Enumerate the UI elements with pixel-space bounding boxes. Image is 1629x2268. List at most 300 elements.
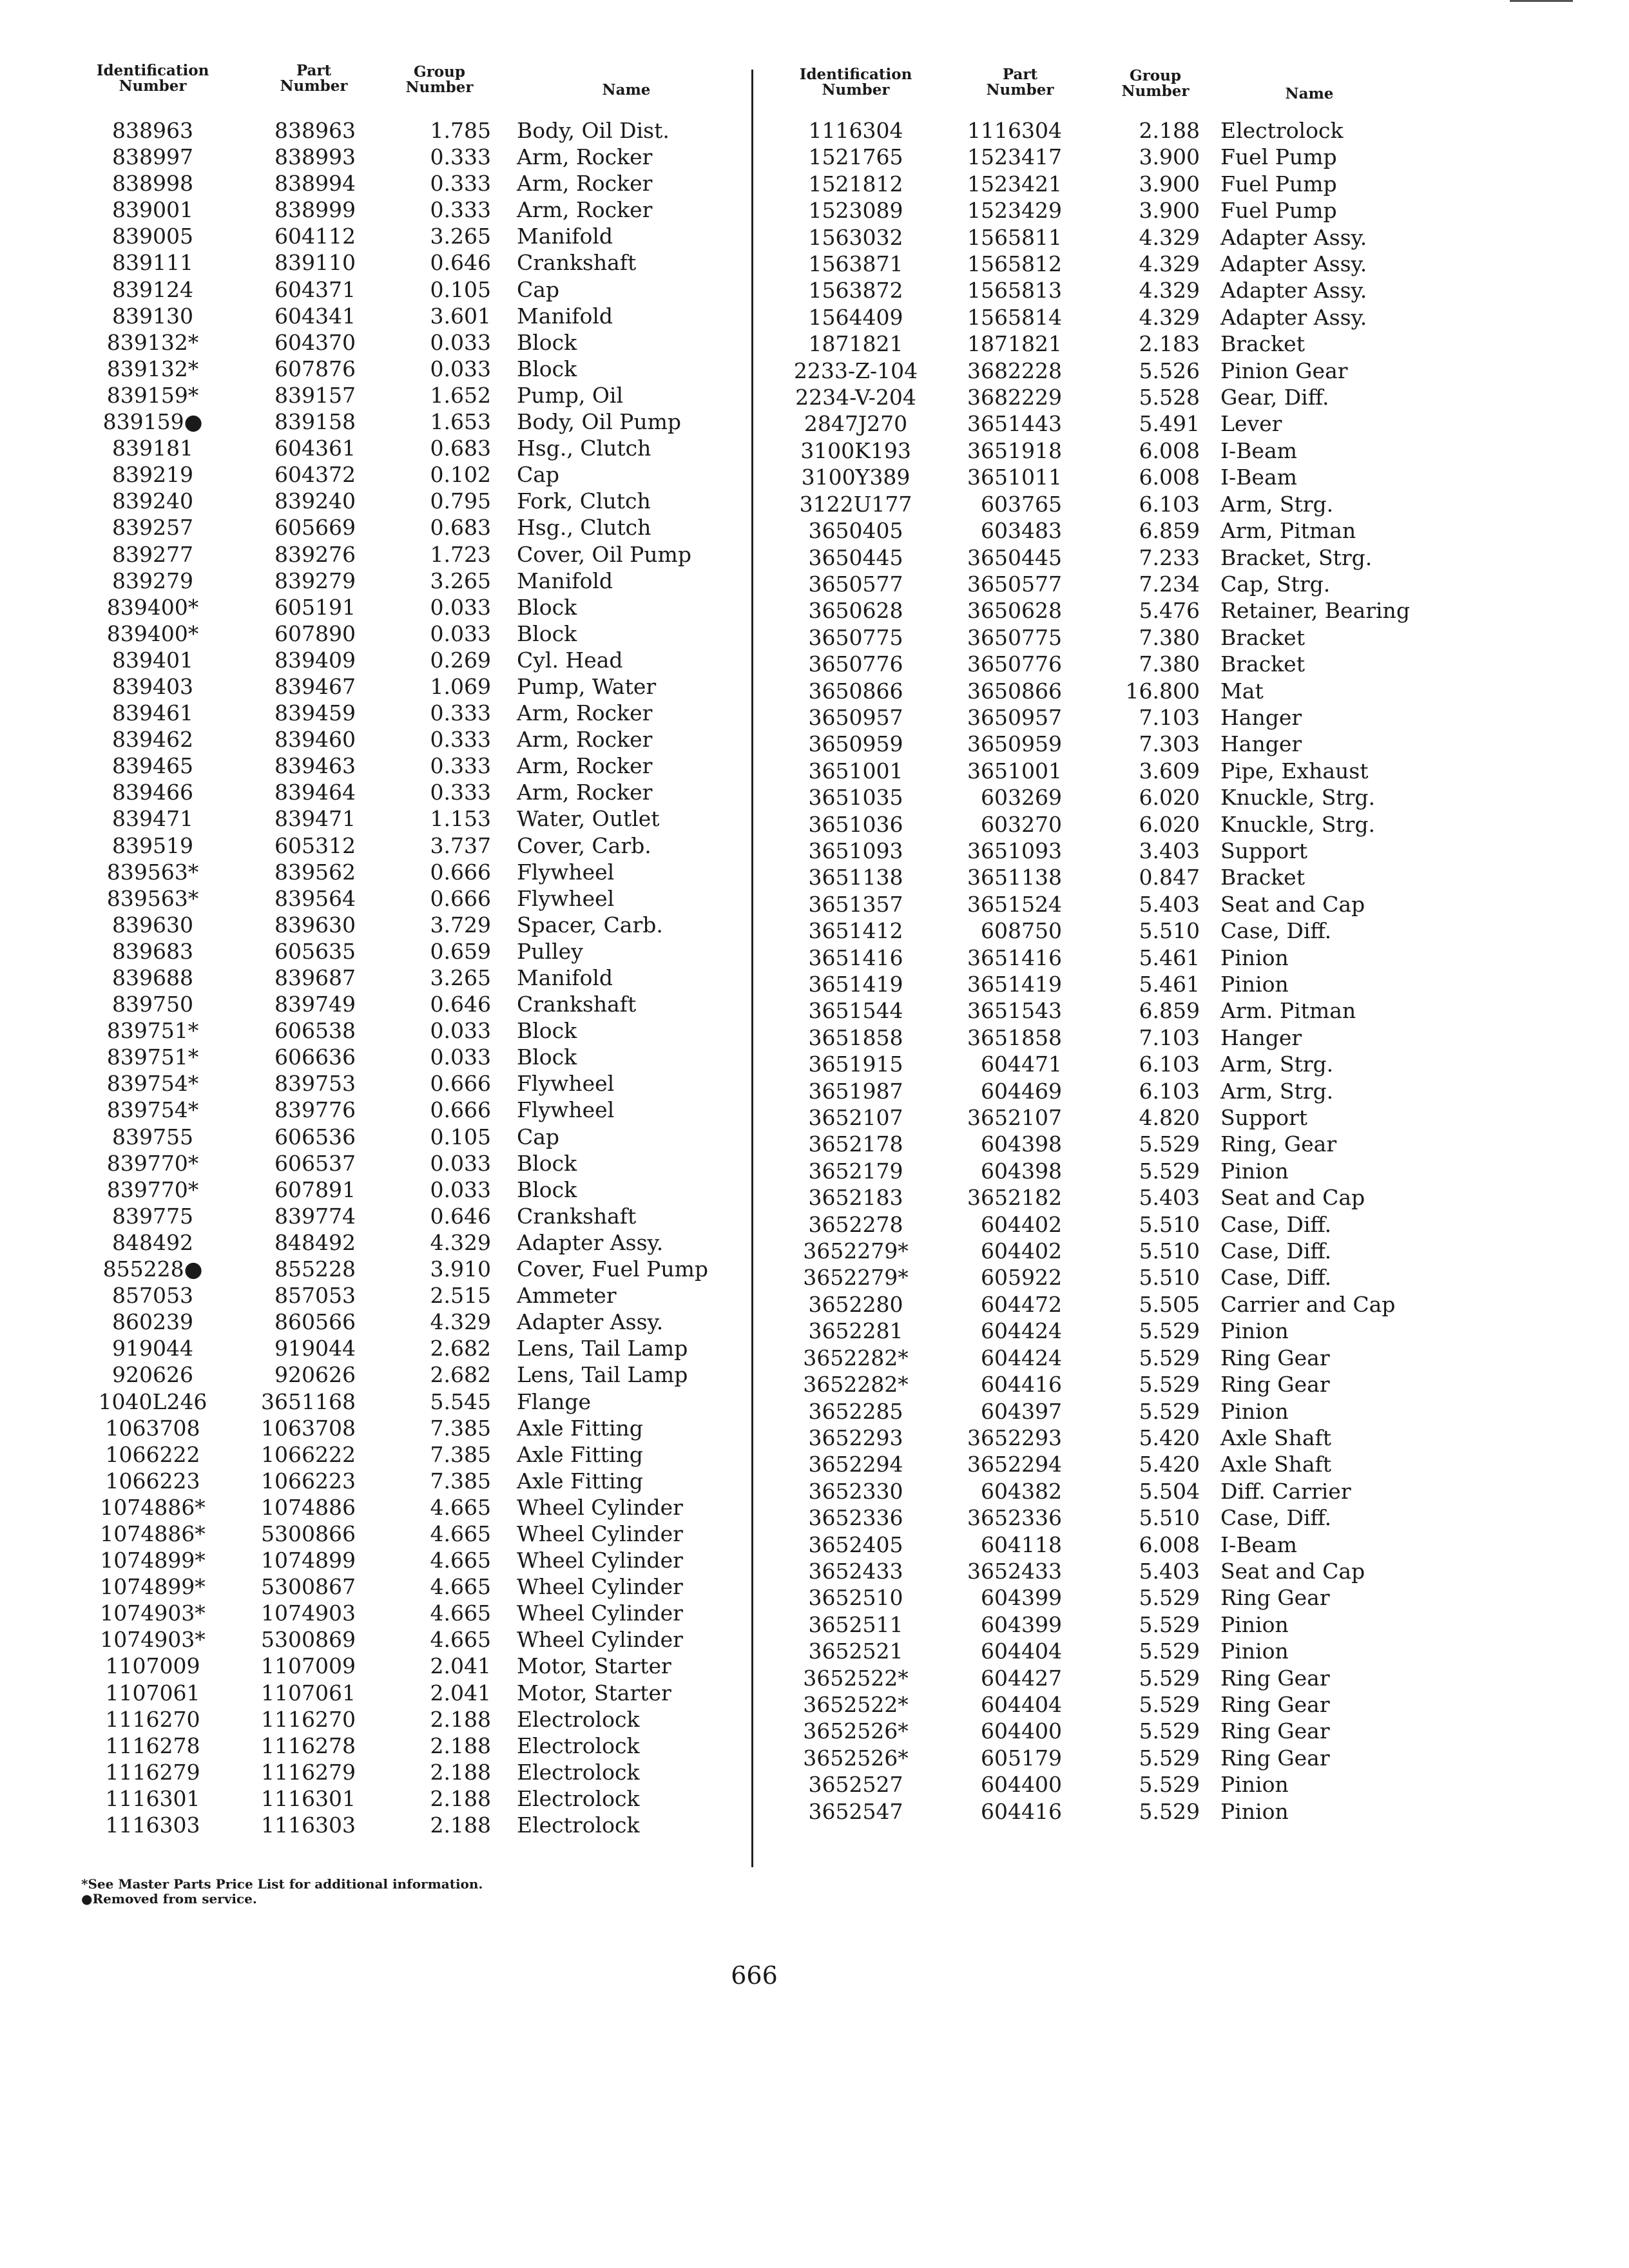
part-number: 3652107 xyxy=(967,1105,1062,1131)
part-number: 1565811 xyxy=(967,224,1062,250)
part-number: 3652433 xyxy=(967,1558,1062,1584)
identification-number: 3652179 xyxy=(808,1158,903,1184)
part-number: 604469 xyxy=(981,1078,1062,1104)
identification-number: 3652526* xyxy=(803,1745,909,1771)
group-number: 5.529 xyxy=(1139,1158,1200,1184)
group-number: 0.683 xyxy=(430,515,491,541)
part-name: Wheel Cylinder xyxy=(517,1521,683,1546)
identification-number: 3652282* xyxy=(803,1372,909,1398)
part-name: Cover, Oil Pump xyxy=(517,541,691,567)
identification-number: 919044 xyxy=(112,1336,193,1361)
identification-number: 3651357 xyxy=(808,891,903,917)
identification-number: 839132* xyxy=(106,329,199,355)
part-number: 838993 xyxy=(275,144,356,170)
identification-number: 1040L246 xyxy=(98,1389,207,1414)
identification-number: 839563* xyxy=(106,885,199,911)
part-name: Adapter Assy. xyxy=(1220,251,1367,277)
identification-number: 3652522* xyxy=(803,1691,909,1717)
part-number: 605922 xyxy=(981,1265,1062,1291)
group-number: 1.785 xyxy=(430,118,491,143)
part-number: 3652293 xyxy=(967,1425,1062,1450)
identification-number: 3652526* xyxy=(803,1718,909,1744)
part-number: 1116279 xyxy=(261,1759,356,1785)
identification-number: 1066223 xyxy=(105,1468,200,1494)
group-number: 0.105 xyxy=(430,1124,491,1149)
part-name: Arm, Strg. xyxy=(1220,1052,1334,1077)
part-name: Arm, Rocker xyxy=(517,780,653,805)
group-number: 0.333 xyxy=(430,144,491,170)
identification-number: 3650628 xyxy=(808,598,903,624)
part-name: Axle Shaft xyxy=(1220,1452,1332,1477)
identification-number: 3652405 xyxy=(808,1532,903,1557)
part-name: Arm, Strg. xyxy=(1220,1078,1334,1104)
header-group-line2: Number xyxy=(405,79,474,96)
part-name: Arm. Pitman xyxy=(1220,998,1356,1024)
identification-number: 1116304 xyxy=(808,118,903,143)
part-name: Pinion xyxy=(1220,1398,1289,1424)
header-group-number xyxy=(1094,68,1217,99)
part-number: 839276 xyxy=(275,541,356,567)
part-name: Electrolock xyxy=(517,1785,640,1811)
header-group-line1: Group xyxy=(414,63,465,81)
part-number: 839240 xyxy=(275,488,356,514)
identification-number: 839132* xyxy=(106,356,199,381)
part-name: Retainer, Bearing xyxy=(1220,598,1410,624)
identification-number: 1063708 xyxy=(105,1415,200,1441)
part-number: 604416 xyxy=(981,1372,1062,1398)
part-number: 3651443 xyxy=(967,411,1062,437)
group-number: 0.847 xyxy=(1139,865,1200,890)
identification-number: 839400* xyxy=(106,620,199,646)
identification-number: 1074886* xyxy=(100,1521,206,1546)
group-number: 2.041 xyxy=(430,1680,491,1706)
part-number: 838994 xyxy=(275,171,356,197)
part-number: 1107061 xyxy=(261,1680,356,1706)
header-part-number xyxy=(259,63,369,94)
identification-number: 839277 xyxy=(112,541,193,567)
group-number: 2.188 xyxy=(430,1812,491,1838)
part-number: 3650959 xyxy=(967,731,1062,757)
part-number: 3650577 xyxy=(967,571,1062,597)
part-number: 3651001 xyxy=(967,758,1062,783)
part-number: 839467 xyxy=(275,673,356,699)
part-number: 1107009 xyxy=(261,1653,356,1679)
part-number: 1871821 xyxy=(967,331,1062,357)
group-number: 0.333 xyxy=(430,780,491,805)
identification-number: 3651987 xyxy=(808,1078,903,1104)
identification-number: 839754* xyxy=(106,1071,199,1097)
group-number: 5.510 xyxy=(1139,1265,1200,1291)
part-name: Electrolock xyxy=(517,1759,640,1785)
group-number: 1.723 xyxy=(430,541,491,567)
group-number: 5.529 xyxy=(1139,1372,1200,1398)
identification-number: 3652178 xyxy=(808,1131,903,1157)
part-name: Spacer, Carb. xyxy=(517,912,663,937)
identification-number: 3651544 xyxy=(808,998,903,1024)
identification-number: 3652522* xyxy=(803,1665,909,1691)
part-number: 604404 xyxy=(981,1691,1062,1717)
part-name: Wheel Cylinder xyxy=(517,1600,683,1626)
part-name: Flange xyxy=(517,1389,592,1414)
header-part-line2: Number xyxy=(986,81,1054,99)
part-name: Arm, Rocker xyxy=(517,171,653,197)
group-number: 1.653 xyxy=(430,409,491,435)
part-name: Electrolock xyxy=(517,1733,640,1758)
part-number: 603765 xyxy=(981,491,1062,517)
identification-number: 3651036 xyxy=(808,811,903,837)
part-number: 3652182 xyxy=(967,1185,1062,1211)
group-number: 3.609 xyxy=(1139,758,1200,783)
group-number: 0.033 xyxy=(430,620,491,646)
part-name: Cyl. Head xyxy=(517,647,623,673)
identification-number: 839770* xyxy=(106,1177,199,1202)
part-name: Motor, Starter xyxy=(517,1680,671,1706)
header-id-line1: Identification xyxy=(96,62,209,79)
part-name: Case, Diff. xyxy=(1220,1211,1332,1237)
group-number: 4.665 xyxy=(430,1574,491,1600)
group-number: 5.420 xyxy=(1139,1452,1200,1477)
identification-number: 3652279* xyxy=(803,1238,909,1264)
group-number: 6.020 xyxy=(1139,785,1200,811)
identification-number: 839257 xyxy=(112,515,193,541)
identification-number: 3650959 xyxy=(808,731,903,757)
part-name: Block xyxy=(517,329,577,355)
part-number: 3651168 xyxy=(261,1389,356,1414)
group-number: 3.729 xyxy=(430,912,491,937)
group-number: 5.510 xyxy=(1139,1505,1200,1531)
part-name: Ammeter xyxy=(517,1283,617,1309)
part-number: 1523429 xyxy=(967,198,1062,224)
group-number: 0.033 xyxy=(430,1044,491,1070)
part-name: Water, Outlet xyxy=(517,806,660,832)
group-number: 7.103 xyxy=(1139,1024,1200,1050)
identification-number: 839471 xyxy=(112,806,193,832)
group-number: 2.188 xyxy=(430,1733,491,1758)
part-number: 604427 xyxy=(981,1665,1062,1691)
group-number: 5.529 xyxy=(1139,1798,1200,1824)
part-name: Axle Fitting xyxy=(517,1441,643,1467)
identification-number: 3652336 xyxy=(808,1505,903,1531)
header-group-line1: Group xyxy=(1130,67,1181,84)
identification-number: 839401 xyxy=(112,647,193,673)
header-part-line1: Part xyxy=(296,62,332,79)
part-name: Pinion Gear xyxy=(1220,358,1348,383)
part-name: Wheel Cylinder xyxy=(517,1548,683,1573)
part-number: 839158 xyxy=(275,409,356,435)
part-name: Wheel Cylinder xyxy=(517,1627,683,1653)
part-number: 606536 xyxy=(275,1124,356,1149)
group-number: 4.665 xyxy=(430,1627,491,1653)
identification-number: 1074903* xyxy=(100,1627,206,1653)
group-number: 0.333 xyxy=(430,197,491,223)
part-number: 839409 xyxy=(275,647,356,673)
group-number: 4.329 xyxy=(430,1309,491,1335)
part-name: Fuel Pump xyxy=(1220,171,1337,197)
group-number: 7.385 xyxy=(430,1441,491,1467)
part-number: 839630 xyxy=(275,912,356,937)
group-number: 2.682 xyxy=(430,1362,491,1388)
part-number: 839110 xyxy=(275,250,356,276)
part-name: Hsg., Clutch xyxy=(517,436,651,461)
group-number: 0.646 xyxy=(430,1203,491,1229)
part-number: 604372 xyxy=(275,462,356,488)
part-number: 604416 xyxy=(981,1798,1062,1824)
group-number: 3.910 xyxy=(430,1256,491,1282)
identification-number: 1523089 xyxy=(808,198,903,224)
identification-number: 3652521 xyxy=(808,1639,903,1664)
part-name: I-Beam xyxy=(1220,1532,1297,1557)
part-number: 606537 xyxy=(275,1150,356,1176)
part-name: Hanger xyxy=(1220,1024,1302,1050)
identification-number: 1074903* xyxy=(100,1600,206,1626)
part-name: Axle Fitting xyxy=(517,1468,643,1494)
part-name: Arm, Rocker xyxy=(517,753,653,779)
part-number: 3650445 xyxy=(967,544,1062,570)
group-number: 0.333 xyxy=(430,727,491,753)
identification-number: 3122U177 xyxy=(799,491,912,517)
header-identification-number xyxy=(785,67,927,98)
identification-number: 3100K193 xyxy=(800,437,911,463)
group-number: 4.329 xyxy=(1139,251,1200,277)
part-name: Case, Diff. xyxy=(1220,1265,1332,1291)
part-number: 3651419 xyxy=(967,972,1062,997)
group-number: 2.515 xyxy=(430,1283,491,1309)
group-number: 1.069 xyxy=(430,673,491,699)
part-name: Axle Fitting xyxy=(517,1415,643,1441)
group-number: 3.265 xyxy=(430,965,491,990)
part-name: Crankshaft xyxy=(517,250,637,276)
group-number: 5.529 xyxy=(1139,1585,1200,1611)
part-name: Block xyxy=(517,356,577,381)
group-number: 0.033 xyxy=(430,594,491,620)
group-number: 5.528 xyxy=(1139,385,1200,410)
part-name: Support xyxy=(1220,1105,1308,1131)
part-number: 1565814 xyxy=(967,304,1062,330)
part-name: Adapter Assy. xyxy=(517,1309,664,1335)
part-number: 3650866 xyxy=(967,678,1062,704)
part-name: Block xyxy=(517,1044,577,1070)
part-number: 604402 xyxy=(981,1238,1062,1264)
part-name: Manifold xyxy=(517,224,613,249)
group-number: 1.153 xyxy=(430,806,491,832)
part-name: Ring Gear xyxy=(1220,1745,1330,1771)
identification-number: 839630 xyxy=(112,912,193,937)
group-number: 5.403 xyxy=(1139,1185,1200,1211)
identification-number: 3652433 xyxy=(808,1558,903,1584)
part-number: 3652294 xyxy=(967,1452,1062,1477)
part-number: 3650957 xyxy=(967,704,1062,730)
part-name: Arm, Rocker xyxy=(517,727,653,753)
part-name: Bracket xyxy=(1220,624,1305,650)
part-number: 838999 xyxy=(275,197,356,223)
part-name: Seat and Cap xyxy=(1220,1558,1365,1584)
part-number: 605312 xyxy=(275,832,356,858)
part-name: Pinion xyxy=(1220,972,1289,997)
group-number: 0.333 xyxy=(430,171,491,197)
part-name: Motor, Starter xyxy=(517,1653,671,1679)
group-number: 5.529 xyxy=(1139,1772,1200,1798)
group-number: 5.529 xyxy=(1139,1345,1200,1370)
group-number: 5.504 xyxy=(1139,1478,1200,1504)
part-name: Support xyxy=(1220,838,1308,863)
group-number: 5.545 xyxy=(430,1389,491,1414)
part-number: 3651858 xyxy=(967,1024,1062,1050)
identification-number: 3651001 xyxy=(808,758,903,783)
part-name: Ring Gear xyxy=(1220,1665,1330,1691)
part-name: Manifold xyxy=(517,965,613,990)
identification-number: 839240 xyxy=(112,488,193,514)
group-number: 5.461 xyxy=(1139,945,1200,970)
part-number: 604472 xyxy=(981,1291,1062,1317)
group-number: 4.665 xyxy=(430,1548,491,1573)
part-number: 1523417 xyxy=(967,144,1062,170)
part-name: Seat and Cap xyxy=(1220,891,1365,917)
identification-number: 855228● xyxy=(102,1256,203,1282)
group-number: 6.008 xyxy=(1139,1532,1200,1557)
part-number: 5300867 xyxy=(261,1574,356,1600)
part-name: Seat and Cap xyxy=(1220,1185,1365,1211)
group-number: 0.033 xyxy=(430,1177,491,1202)
part-name: Pinion xyxy=(1220,945,1289,970)
part-name: Flywheel xyxy=(517,1097,615,1123)
group-number: 4.329 xyxy=(430,1229,491,1255)
group-number: 0.646 xyxy=(430,992,491,1017)
identification-number: 1116279 xyxy=(105,1759,200,1785)
part-name: Pipe, Exhaust xyxy=(1220,758,1369,783)
part-number: 3651093 xyxy=(967,838,1062,863)
identification-number: 3652285 xyxy=(808,1398,903,1424)
part-name: Fuel Pump xyxy=(1220,198,1337,224)
group-number: 4.329 xyxy=(1139,304,1200,330)
identification-number: 3652278 xyxy=(808,1211,903,1237)
part-name: Adapter Assy. xyxy=(1220,304,1367,330)
part-name: Case, Diff. xyxy=(1220,1505,1332,1531)
group-number: 7.385 xyxy=(430,1468,491,1494)
group-number: 5.529 xyxy=(1139,1691,1200,1717)
part-number: 839687 xyxy=(275,965,356,990)
part-number: 839749 xyxy=(275,992,356,1017)
identification-number: 1563871 xyxy=(808,251,903,277)
part-number: 3682228 xyxy=(967,358,1062,383)
identification-number: 3652281 xyxy=(808,1318,903,1344)
identification-number: 839279 xyxy=(112,568,193,593)
identification-number: 839770* xyxy=(106,1150,199,1176)
part-number: 604471 xyxy=(981,1052,1062,1077)
part-name: Block xyxy=(517,1018,577,1044)
part-name: Arm, Pitman xyxy=(1220,518,1356,544)
group-number: 2.188 xyxy=(430,1706,491,1732)
header-part-line1: Part xyxy=(1002,66,1038,83)
group-number: 3.265 xyxy=(430,224,491,249)
group-number: 6.103 xyxy=(1139,1052,1200,1077)
identification-number: 3652183 xyxy=(808,1185,903,1211)
group-number: 2.188 xyxy=(1139,118,1200,143)
group-number: 3.900 xyxy=(1139,144,1200,170)
part-number: 1116270 xyxy=(261,1706,356,1732)
group-number: 0.033 xyxy=(430,329,491,355)
part-number: 857053 xyxy=(275,1283,356,1309)
identification-number: 838963 xyxy=(112,118,193,143)
group-number: 5.420 xyxy=(1139,1425,1200,1450)
identification-number: 839400* xyxy=(106,594,199,620)
identification-number: 839462 xyxy=(112,727,193,753)
column-divider xyxy=(751,70,753,1867)
identification-number: 839130 xyxy=(112,303,193,329)
identification-number: 3650866 xyxy=(808,678,903,704)
part-name: Pinion xyxy=(1220,1611,1289,1637)
part-name: Body, Oil Pump xyxy=(517,409,682,435)
group-number: 3.900 xyxy=(1139,171,1200,197)
page-number: 666 xyxy=(731,1961,778,1990)
part-name: Gear, Diff. xyxy=(1220,385,1329,410)
part-name: Electrolock xyxy=(517,1812,640,1838)
identification-number: 3652330 xyxy=(808,1478,903,1504)
part-number: 1074903 xyxy=(261,1600,356,1626)
footnote-removed: ●Removed from service. xyxy=(81,1891,257,1907)
part-number: 1066222 xyxy=(261,1441,356,1467)
group-number: 5.476 xyxy=(1139,598,1200,624)
part-name: Pulley xyxy=(517,938,583,964)
part-number: 604398 xyxy=(981,1158,1062,1184)
identification-number: 838998 xyxy=(112,171,193,197)
group-number: 0.666 xyxy=(430,1071,491,1097)
part-number: 607891 xyxy=(275,1177,356,1202)
group-number: 3.900 xyxy=(1139,198,1200,224)
identification-number: 3652107 xyxy=(808,1105,903,1131)
part-name: Wheel Cylinder xyxy=(517,1494,683,1520)
identification-number: 848492 xyxy=(112,1229,193,1255)
group-number: 7.303 xyxy=(1139,731,1200,757)
identification-number: 1107061 xyxy=(105,1680,200,1706)
identification-number: 1564409 xyxy=(808,304,903,330)
group-number: 7.385 xyxy=(430,1415,491,1441)
group-number: 5.510 xyxy=(1139,918,1200,944)
group-number: 6.103 xyxy=(1139,491,1200,517)
part-number: 1565813 xyxy=(967,278,1062,303)
group-number: 0.033 xyxy=(430,1150,491,1176)
group-number: 2.188 xyxy=(430,1759,491,1785)
group-number: 1.652 xyxy=(430,382,491,408)
part-name: Ring Gear xyxy=(1220,1345,1330,1370)
identification-number: 839124 xyxy=(112,276,193,302)
identification-number: 2847J270 xyxy=(804,411,908,437)
group-number: 5.529 xyxy=(1139,1611,1200,1637)
part-number: 604397 xyxy=(981,1398,1062,1424)
part-number: 604370 xyxy=(275,329,356,355)
part-name: Knuckle, Strg. xyxy=(1220,811,1375,837)
part-name: Pinion xyxy=(1220,1158,1289,1184)
group-number: 5.461 xyxy=(1139,972,1200,997)
identification-number: 3652527 xyxy=(808,1772,903,1798)
identification-number: 839775 xyxy=(112,1203,193,1229)
part-number: 604118 xyxy=(981,1532,1062,1557)
identification-number: 839111 xyxy=(112,250,193,276)
part-number: 604400 xyxy=(981,1772,1062,1798)
identification-number: 839563* xyxy=(106,859,199,885)
identification-number: 3650776 xyxy=(808,651,903,677)
part-name: Manifold xyxy=(517,568,613,593)
identification-number: 3652293 xyxy=(808,1425,903,1450)
part-name: Cover, Carb. xyxy=(517,832,651,858)
part-name: Arm, Strg. xyxy=(1220,491,1334,517)
part-number: 604341 xyxy=(275,303,356,329)
part-number: 608750 xyxy=(981,918,1062,944)
group-number: 7.103 xyxy=(1139,704,1200,730)
part-number: 1116303 xyxy=(261,1812,356,1838)
part-number: 604112 xyxy=(275,224,356,249)
part-number: 3651416 xyxy=(967,945,1062,970)
part-name: Ring, Gear xyxy=(1220,1131,1337,1157)
